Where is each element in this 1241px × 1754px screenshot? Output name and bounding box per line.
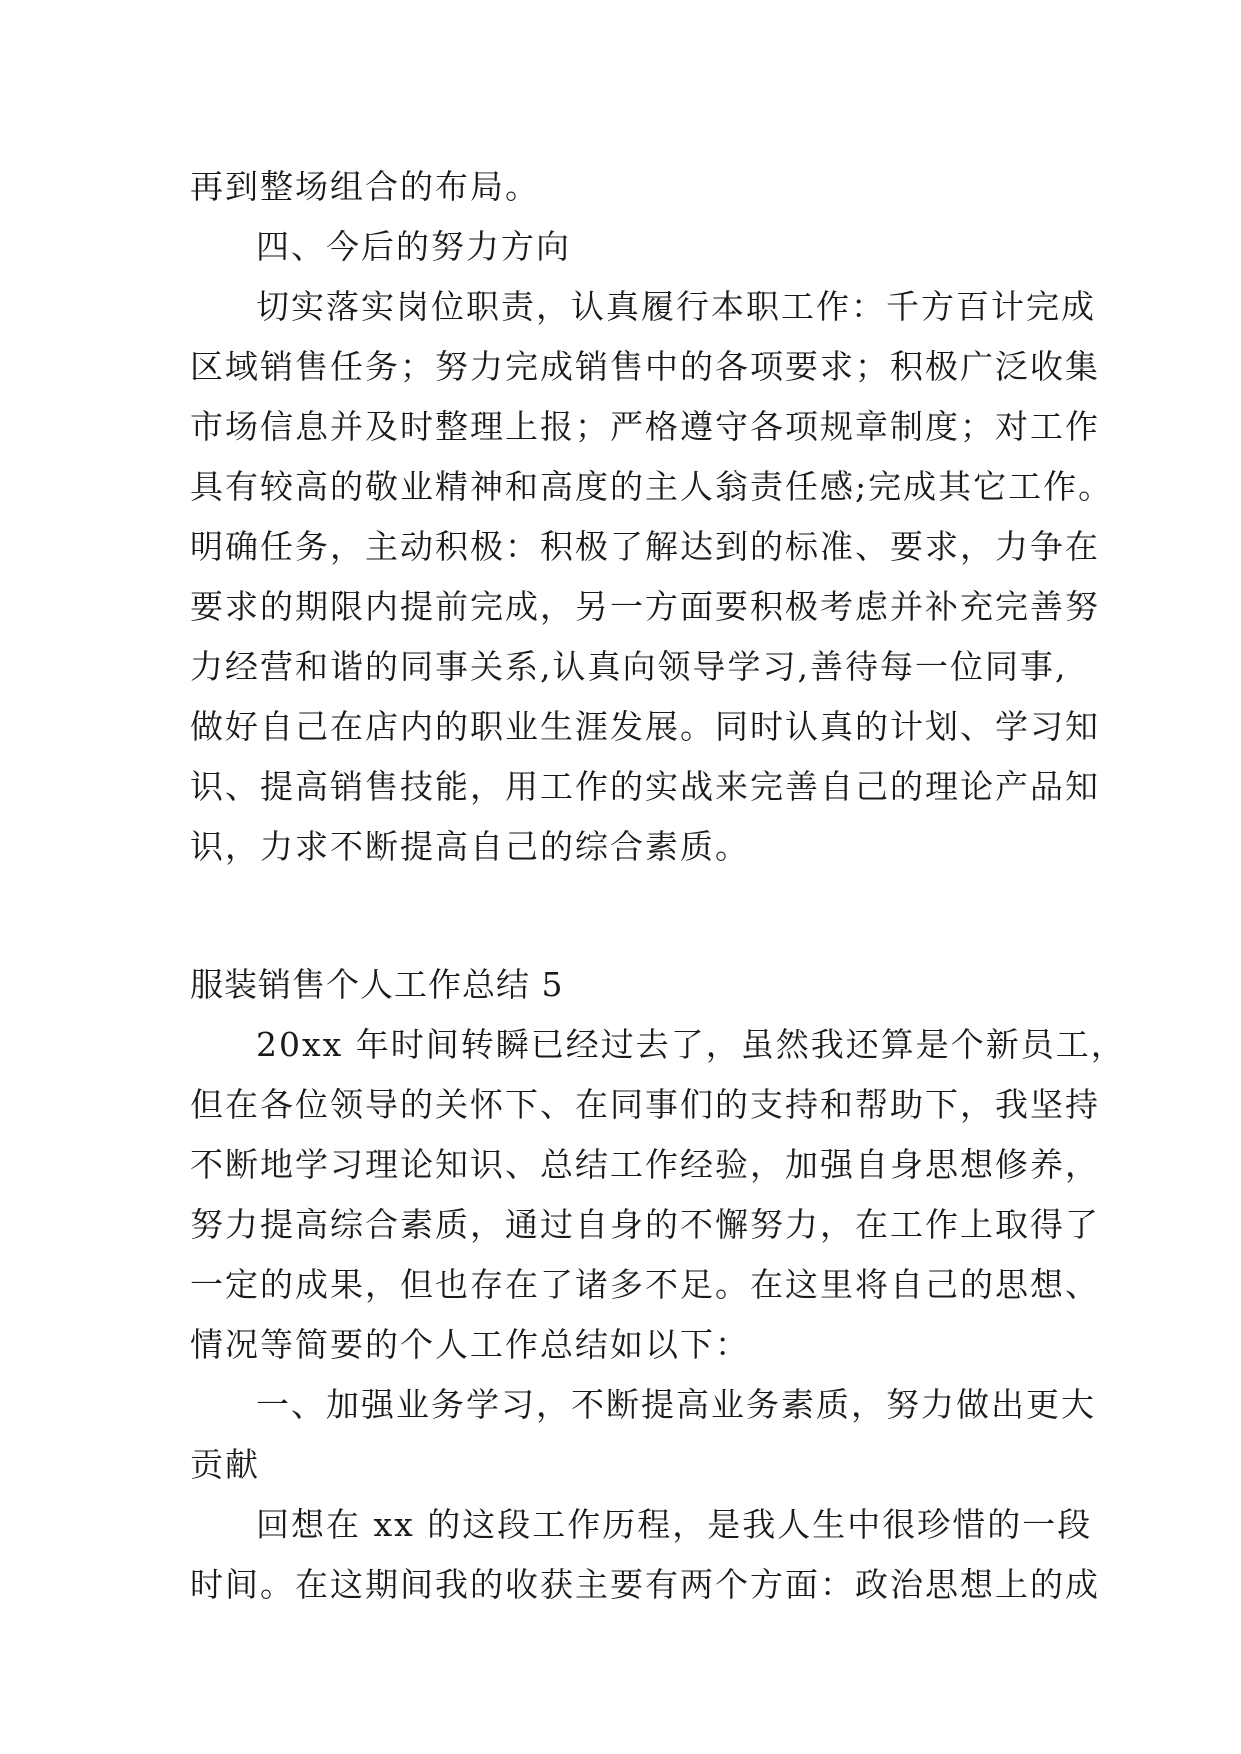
section-heading: 一、加强业务学习，不断提高业务素质，努力做出更大 [256,1385,1096,1424]
paragraph-line: 贡献 [190,1445,260,1484]
paragraph-line: 但在各位领导的关怀下、在同事们的支持和帮助下，我坚持 [190,1085,1100,1124]
paragraph-line: 20xx 年时间转瞬已经过去了，虽然我还算是个新员工， [256,1025,1126,1064]
paragraph-line: 力经营和谐的同事关系,认真向领导学习,善待每一位同事, [190,647,1068,686]
paragraph-line: 区域销售任务；努力完成销售中的各项要求；积极广泛收集 [190,347,1100,386]
paragraph-line: 市场信息并及时整理上报；严格遵守各项规章制度；对工作 [190,407,1100,446]
paragraph-line: 不断地学习理论知识、总结工作经验，加强自身思想修养， [190,1145,1100,1184]
section-title: 服装销售个人工作总结 5 [190,965,564,1004]
paragraph-line: 情况等简要的个人工作总结如以下： [190,1325,750,1364]
paragraph-line: 回想在 xx 的这段工作历程，是我人生中很珍惜的一段 [256,1505,1093,1544]
paragraph-line: 再到整场组合的布局。 [190,167,540,206]
paragraph-line: 时间。在这期间我的收获主要有两个方面：政治思想上的成 [190,1565,1100,1604]
section-gap [190,877,1070,955]
document-page [190,157,1126,1615]
paragraph-line: 具有较高的敬业精神和高度的主人翁责任感;完成其它工作。 [190,467,1114,506]
paragraph-line: 识，力求不断提高自己的综合素质。 [190,827,750,866]
section-heading: 四、今后的努力方向 [256,227,571,266]
paragraph-line: 做好自己在店内的职业生涯发展。同时认真的计划、学习知 [190,707,1100,746]
paragraph-line: 要求的期限内提前完成，另一方面要积极考虑并补充完善努 [190,587,1100,626]
paragraph-line: 识、提高销售技能，用工作的实战来完善自己的理论产品知 [190,767,1100,806]
paragraph-line: 一定的成果，但也存在了诸多不足。在这里将自己的思想、 [190,1265,1100,1304]
paragraph-line: 明确任务，主动积极：积极了解达到的标准、要求，力争在 [190,527,1100,566]
paragraph-line: 切实落实岗位职责，认真履行本职工作：千方百计完成 [256,287,1096,326]
paragraph-line: 努力提高综合素质，通过自身的不懈努力，在工作上取得了 [190,1205,1100,1244]
